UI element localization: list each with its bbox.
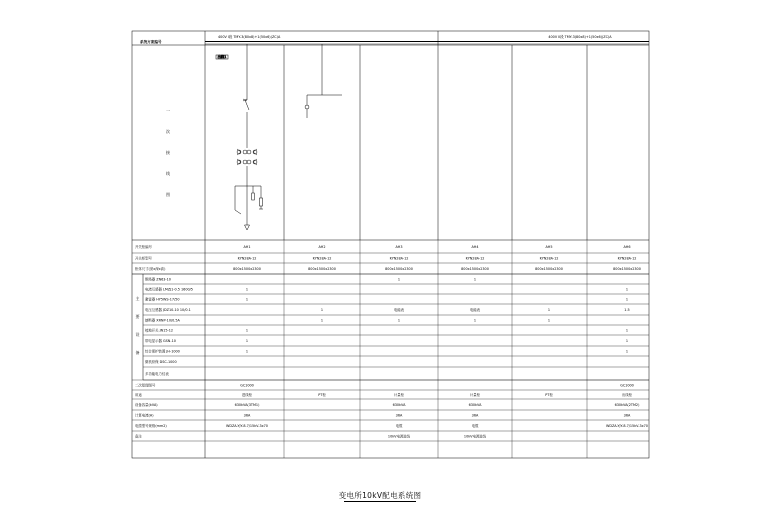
cell-current: 36A [623, 413, 631, 418]
current-transformer-icon [237, 159, 257, 165]
cell-current: 36A [395, 413, 403, 418]
row-label-equipment: 熔断器 XRNP-10/0.5A [145, 318, 180, 323]
row-label-cable: 电缆型号规格(mm2) [135, 423, 167, 428]
cell-cable: WDZA-YJY-8.7/15kV-3x70 [606, 423, 648, 428]
cell-quantity: 1 [245, 328, 249, 333]
row-label-equipment: 带电显示器 GSN-10 [145, 338, 176, 343]
outgoing-arrow-icon [245, 225, 250, 230]
equipment-group-char: 要 [135, 314, 140, 319]
cell-quantity: 1 [547, 318, 551, 323]
cell-quantity: 1 [397, 318, 401, 323]
cell-cabinet-no: AH6 [623, 244, 631, 249]
row-label-equipment: 接地开关 JN15-12 [145, 328, 174, 333]
cell-capacity: 630kVA(2TM2) [614, 402, 640, 407]
circuit-breaker-icon [243, 99, 249, 110]
cell-cabinet-no: AH1 [243, 244, 251, 249]
cell-quantity: 1 [245, 287, 249, 292]
cell-cabinet-model: KYN28A-12 [617, 256, 637, 261]
row-label-equipment: 综合保护装置 JH-1000 [145, 349, 180, 354]
cell-capacity: 630kVA [392, 402, 406, 407]
cell-cabinet-model: KYN28A-12 [389, 256, 409, 261]
cell-usage: 计量柜 [469, 392, 481, 397]
cell-cabinet-size: 800x1500x2300 [613, 266, 641, 271]
diagram-label-char: 次 [166, 129, 170, 134]
row-label-equipment: 电流互感器 LMZJ1-0.5 1600/5 [145, 287, 193, 292]
cell-cabinet-size: 800x1500x2300 [233, 266, 261, 271]
cell-cable: WDZA-YJY-8.7/15kV-3x70 [226, 423, 268, 428]
cell-capacity: 630kVA(3TM1) [234, 402, 260, 407]
cell-quantity: 1.5 [624, 307, 630, 312]
title-underline [344, 501, 416, 502]
cell-cable: 电缆 [471, 423, 479, 428]
cell-secondary: GC1000 [240, 383, 254, 388]
cell-usage: 进线柜 [241, 392, 253, 397]
cell-cabinet-model: KYN28A-12 [237, 256, 257, 261]
cell-capacity: 630kVA [468, 402, 482, 407]
row-label-secondary: 二次原理图号 [135, 383, 156, 388]
row-header-label: 系统方案编号 [140, 40, 162, 44]
cell-quantity: 电能表 [393, 307, 405, 312]
cell-current: 36A [471, 413, 479, 418]
cell-quantity: 1 [245, 338, 249, 343]
feeder-tag-label: 出线1 [217, 55, 227, 59]
cell-quantity: 1 [320, 318, 324, 323]
cell-quantity: 1 [320, 307, 324, 312]
cell-quantity: 1 [473, 318, 477, 323]
cell-cabinet-model: KYN28A-12 [539, 256, 559, 261]
cell-quantity: 1 [625, 297, 629, 302]
cell-quantity: 1 [625, 349, 629, 354]
cell-cabinet-size: 800x1500x2300 [461, 266, 489, 271]
cell-quantity: 1 [625, 338, 629, 343]
cell-quantity: 1 [625, 287, 629, 292]
bus-right-label: 400V II段 TMY-3(80x8)+1(50x6)(ZC)A [548, 35, 612, 39]
cell-quantity: 1 [625, 328, 629, 333]
row-label-current: 计算电流(A) [135, 413, 154, 418]
row-label-equipment: 电压互感器 JDZ10-10 10/0.1 [145, 307, 191, 312]
cell-cabinet-no: AH4 [471, 244, 479, 249]
equipment-group-char: 备 [135, 350, 140, 355]
cell-usage: 计量柜 [393, 392, 405, 397]
row-label-cabinet-model: 开关柜型号 [135, 256, 152, 261]
row-label-cabinet-size: 柜体尺寸(宽x深x高) [135, 266, 166, 271]
diagram-label-char: 接 [166, 150, 170, 155]
surge-arrester-icon [259, 198, 263, 209]
diagram-label-char: 一 [166, 108, 170, 113]
current-transformer-icon [237, 149, 257, 155]
row-label-equipment: 多功能电力仪表 [145, 371, 169, 376]
cell-usage: PT柜 [545, 392, 553, 397]
row-label-usage: 用途 [135, 392, 142, 397]
diagram-label-char: 图 [166, 192, 170, 197]
cell-quantity: 1 [473, 277, 477, 282]
cell-quantity: 1 [245, 349, 249, 354]
cell-cabinet-no: AH5 [545, 244, 553, 249]
cell-remark: 10kV电源进线 [387, 434, 411, 439]
fuse-icon [252, 193, 255, 200]
cell-cabinet-no: AH2 [318, 244, 326, 249]
cell-cabinet-size: 800x1500x2300 [535, 266, 563, 271]
cell-cabinet-model: KYN28A-12 [312, 256, 332, 261]
feeder-tag [216, 54, 228, 59]
cell-remark: 10kV电源进线 [463, 434, 487, 439]
row-label-equipment: 避雷器 HY5WS-17/50 [145, 297, 180, 302]
cell-cabinet-no: AH3 [395, 244, 403, 249]
drawing-frame [132, 31, 649, 458]
cell-quantity: 1 [245, 297, 249, 302]
cell-quantity: 1 [397, 277, 401, 282]
cell-cabinet-size: 800x1500x2300 [385, 266, 413, 271]
cell-current: 36A [243, 413, 251, 418]
cell-cabinet-model: KYN28A-12 [465, 256, 485, 261]
cell-cabinet-size: 800x1500x2300 [308, 266, 336, 271]
cell-quantity: 电能表 [469, 307, 481, 312]
row-label-capacity: 设备容量(kVA) [135, 402, 158, 407]
drawing-title: 变电所10kV配电系统图 [338, 491, 422, 500]
row-label-cabinet-no: 开关柜编号 [135, 244, 152, 249]
cell-cable: 电缆 [395, 423, 403, 428]
cell-quantity: 1 [547, 307, 551, 312]
cell-usage: 出线柜 [621, 392, 633, 397]
cell-usage: PT柜 [318, 392, 326, 397]
bus-left-label: 400V I段 TMY-3(80x8)+1(50x6)(ZC)A [218, 35, 281, 39]
row-label-equipment: 微机综保 DSC-1000 [145, 359, 177, 364]
equipment-group-char: 设 [135, 332, 140, 337]
equipment-group-char: 主 [135, 296, 140, 301]
diagram-label-char: 线 [166, 171, 170, 176]
cell-secondary: GC1000 [620, 383, 634, 388]
row-label-equipment: 断路器 ZN63-10 [145, 277, 171, 282]
row-label-remarks: 备注 [135, 434, 142, 439]
